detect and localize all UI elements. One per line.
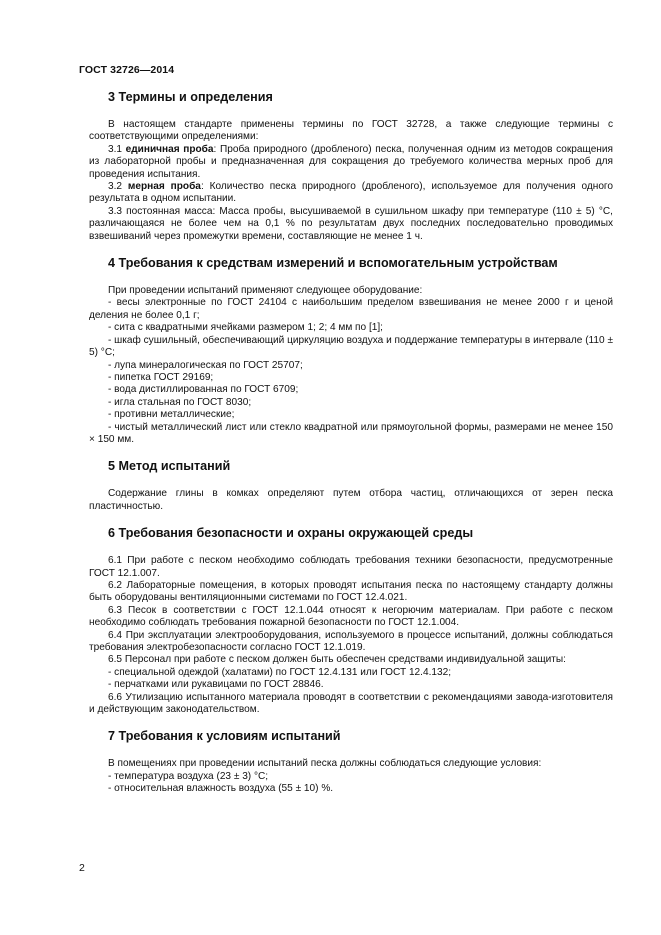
definition-3-2 xyxy=(89,181,613,206)
clause-6-1: 6.1 При работе с песком необходимо соблюдать требования техники безопасности, предусмотренные ГОСТ 12.1.007. xyxy=(89,555,613,579)
list-item: - вода дистиллированная по ГОСТ 6709; xyxy=(108,384,299,396)
definition-number: 3.1 xyxy=(108,143,126,155)
list-item: - относительная влажность воздуха (55 ± 10) %. xyxy=(108,783,334,795)
section-5-title: 5 Метод испытаний xyxy=(108,459,231,474)
clause-6-2: 6.2 Лабораторные помещения, в которых проводят испытания песка по настоящему стандарту должны быть оборудованы вентиляционными системами по ГОСТ 12.4.021. xyxy=(89,579,613,604)
definition-3-3: 3.3 постоянная масса: Масса пробы, высушиваемой в сушильном шкафу при температуре (110 ± 5) °С, различающаяся не более чем на 0,1 % по результатам двух последних последовательно проводимых взвешиваний через промежутки времени, составляющие не менее 1 ч. xyxy=(89,205,613,242)
page-number: 2 xyxy=(79,862,85,874)
section-3-title: 3 Термины и определения xyxy=(108,90,273,104)
clause-6-4: 6.4 При эксплуатации электрооборудования, используемого в процессе испытаний, должны соблюдаться требования электробезопасности согласно ГОСТ 12.1.019. xyxy=(89,629,613,653)
definition-text: : Проба природного (дробленого) песка, полученная одним из методов сокращения из лабораторной пробы и предназначенная для сокращения до требуемого количества мерных проб для проведения испытания. xyxy=(89,143,613,180)
list-item: - специальной одеждой (халатами) по ГОСТ 12.4.131 или ГОСТ 12.4.132; xyxy=(108,666,452,678)
list-item: - сита с квадратными ячейками размером 1; 2; 4 мм по [1]; xyxy=(108,322,383,334)
section-4-title: 4 Требования к средствам измерений и вспомогательным устройствам xyxy=(108,256,558,271)
list-item: - чистый металлический лист или стекло квадратной или прямоугольной формы, размерами не менее 150 × 150 мм. xyxy=(89,421,613,445)
list-item: - температура воздуха (23 ± 3) °С; xyxy=(108,770,269,782)
list-item: - игла стальная по ГОСТ 8030; xyxy=(108,396,252,408)
section-4-intro: При проведении испытаний применяют следующее оборудование: xyxy=(108,285,423,297)
list-item: - пипетка ГОСТ 29169; xyxy=(108,371,214,383)
document-code-header: ГОСТ 32726—2014 xyxy=(79,64,175,76)
page-content xyxy=(89,84,613,796)
clause-6-5: 6.5 Персонал при работе с песком должен быть обеспечен средствами индивидуальной защиты: xyxy=(108,654,566,666)
section-6-title: 6 Требования безопасности и охраны окружающей среды xyxy=(108,526,474,541)
section-5-text: Содержание глины в комках определяют путем отбора частиц, отличающихся от зерен песка пластичностью. xyxy=(89,488,613,512)
section-7-intro: В помещениях при проведении испытаний песка должны соблюдаться следующие условия: xyxy=(108,758,542,770)
clause-6-3: 6.3 Песок в соответствии с ГОСТ 12.1.044 относят к негорючим материалам. При работе с песком необходимо соблюдать требования пожарной безопасности по ГОСТ 12.1.004. xyxy=(89,604,613,629)
list-item: - перчатками или рукавицами по ГОСТ 28846. xyxy=(108,679,324,691)
definition-term: единичная проба xyxy=(125,143,214,155)
section-3-intro: В настоящем стандарте применены термины по ГОСТ 32728, а также следующие термины с соответствующими определениями: xyxy=(89,119,613,143)
definition-3-1 xyxy=(89,144,613,181)
list-item: - шкаф сушильный, обеспечивающий циркуляцию воздуха и поддержание температуры в интервале (110 ± 5) °С; xyxy=(89,334,613,359)
definition-text: : Количество песка природного (дробленого), используемое для получения одного результата в одном испытании. xyxy=(89,181,614,205)
list-item: - весы электронные по ГОСТ 24104 с наибольшим пределом взвешивания не менее 2000 г и ценой деления не более 0,1 г; xyxy=(89,297,613,321)
clause-6-6: 6.6 Утилизацию испытанного материала проводят в соответствии с рекомендациями завода-изготовителя и действующим законодательством. xyxy=(89,691,613,716)
definition-number: 3.2 xyxy=(108,181,128,193)
section-7-title: 7 Требования к условиям испытаний xyxy=(108,729,341,744)
list-item: - противни металлические; xyxy=(108,409,235,421)
list-item: - лупа минералогическая по ГОСТ 25707; xyxy=(108,359,303,371)
definition-term: мерная проба xyxy=(127,181,201,193)
